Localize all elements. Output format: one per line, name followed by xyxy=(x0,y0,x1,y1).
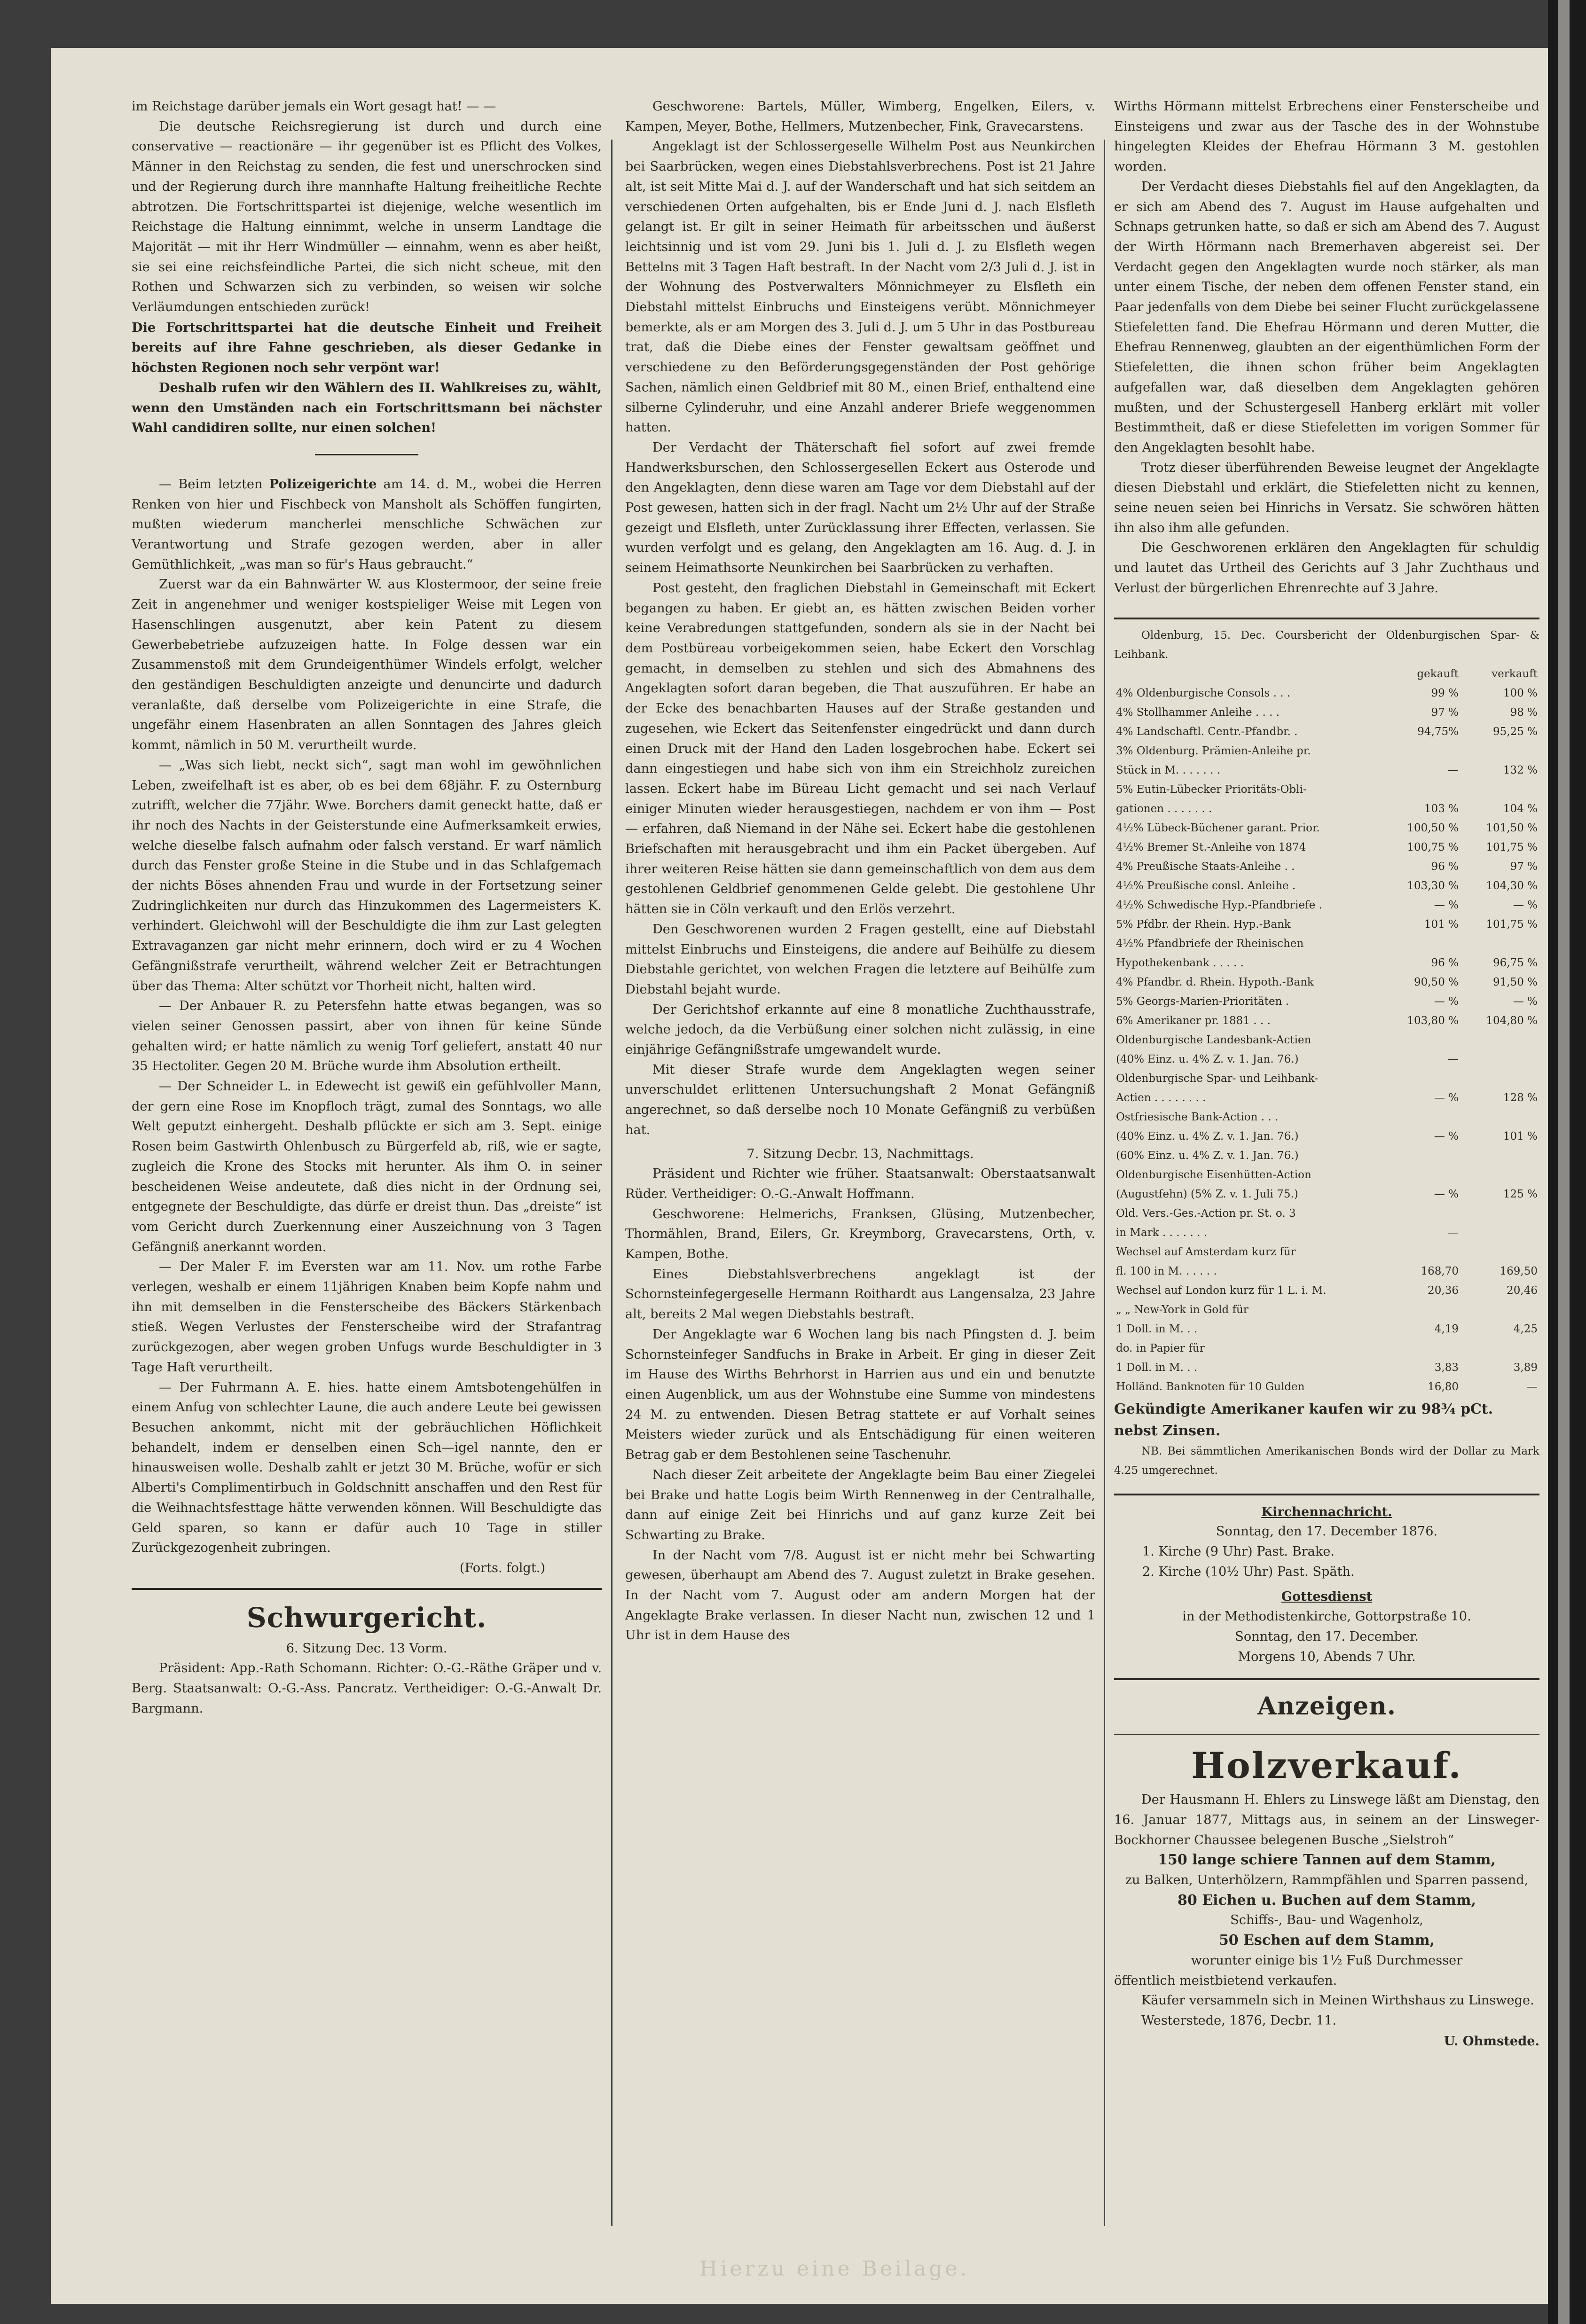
kurs-row xyxy=(1114,703,1539,722)
kurs-gekauft: — xyxy=(1448,764,1459,776)
kurs-label: (60% Einz. u. 4% Z. v. 1. Jan. 76.) xyxy=(1116,1149,1299,1162)
kurs-label: in Mark . . . . . . . xyxy=(1116,1226,1208,1239)
kurs-row xyxy=(1114,1185,1539,1204)
kurs-gekauft: 103,80 % xyxy=(1407,1014,1459,1027)
kurs-row xyxy=(1114,1127,1539,1146)
kurs-verkauft: 101,50 % xyxy=(1486,822,1538,834)
kurs-verkauft: 128 % xyxy=(1503,1091,1538,1104)
kurs-gekauft: 100,50 % xyxy=(1407,822,1459,834)
sitzung-6-text: Präsident: App.-Rath Schomann. Richter: O.-G.-Räthe Gräper und v. Berg. Staatsanwalt: O.-G.-Ass. Pancratz. Vertheidiger: O.-G.-Anwalt Dr. Bargmann. xyxy=(132,1661,602,1716)
kurs-row xyxy=(1114,1204,1539,1223)
faint-beilage: Hierzu eine Beilage. xyxy=(699,2257,970,2281)
kirchennachricht-heading: Kirchennachricht. xyxy=(1261,1504,1392,1519)
kurs-row xyxy=(1114,722,1539,742)
kurs-label: Oldenburgische Spar- und Leihbank- xyxy=(1116,1072,1318,1085)
kurs-row xyxy=(1114,973,1539,992)
kurs-row xyxy=(1114,761,1539,780)
kurs-gekauft: 3,83 xyxy=(1434,1361,1459,1374)
kurs-row xyxy=(1114,1050,1539,1069)
kurs-verkauft: 95,25 % xyxy=(1492,725,1538,738)
paragraph-wirth: Wirths Hörmann mittelst Erbrechens einer Fensterscheibe und Einsteigens und zwar aus der Tasche des in der Wohnstube hingelegten Kleides der Ehefrau Hörmann 3 M. gestohlen worden. xyxy=(1114,99,1539,174)
kurs-verkauft: 132 % xyxy=(1503,764,1538,776)
kurs-row xyxy=(1114,819,1539,838)
kurs-row xyxy=(1114,1281,1539,1300)
kurs-label: Wechsel auf London kurz für 1 L. i. M. xyxy=(1116,1284,1327,1297)
kurs-row xyxy=(1114,1146,1539,1166)
kurs-verkauft xyxy=(1460,1223,1539,1243)
paragraph-start: im Reichstage darüber jemals ein Wort gesagt hat! — — xyxy=(132,99,496,114)
kurs-row xyxy=(1114,1011,1539,1031)
gottesdienst-1: in der Methodistenkirche, Gottorpstraße 10. xyxy=(1182,1609,1471,1624)
kurs-gekauft: 97 % xyxy=(1431,706,1459,719)
sitzung-6: 6. Sitzung Dec. 13 Vorm. xyxy=(286,1641,448,1656)
kurs-verkauft: 104 % xyxy=(1503,802,1538,815)
kurs-row xyxy=(1114,1300,1539,1320)
newspaper-page xyxy=(51,48,1548,2304)
kurs-verkauft: 125 % xyxy=(1503,1188,1538,1200)
amerikaner-notice: Gekündigte Amerikaner kaufen wir zu 98¾ pCt. nebst Zinsen. xyxy=(1114,1401,1493,1439)
column-3 xyxy=(1114,97,1539,2051)
column-rule-1 xyxy=(611,140,612,2226)
kurs-verkauft xyxy=(1460,1243,1539,1262)
paragraph-geschworenen-erklaeren: Die Geschworenen erklären den Angeklagten für schuldig und lautet das Urtheil des Gerichts auf 3 Jahr Zuchthaus und Verlust der bürgerlichen Ehrenrechte auf 3 Jahre. xyxy=(1114,540,1539,595)
paragraph-maler: — Der Maler F. im Eversten war am 11. Nov. um rothe Farbe verlegen, weshalb er einem 11jährigen Knaben beim Kopfe nahm und ihn mit demselben in die Fensterscheibe des Bäckers Stärkenbach stieß. Wegen Verlustes der Fensterscheibe wird der Strafantrag zurückgezogen, aber wegen groben Unfugs wurde Beschuldigter in 3 Tage Haft verurtheilt. xyxy=(132,1260,602,1375)
kurs-gekauft: 168,70 xyxy=(1421,1265,1459,1277)
kurs-gekauft: 94,75% xyxy=(1417,725,1459,738)
paragraph-geschworene: Geschworene: Bartels, Müller, Wimberg, Engelken, Eilers, v. Kampen, Meyer, Bothe, Hellmers, Mutzenbecher, Fink, Gravecarstens. xyxy=(625,99,1095,134)
kurs-gekauft xyxy=(1382,1031,1460,1050)
rule-kursbericht xyxy=(1114,618,1539,619)
kurs-gekauft: — xyxy=(1448,1053,1459,1065)
kurs-verkauft: 104,80 % xyxy=(1486,1014,1538,1027)
kurs-gekauft: — % xyxy=(1434,1130,1459,1142)
kurs-verkauft xyxy=(1460,1204,1539,1223)
kurs-label: Actien . . . . . . . . xyxy=(1116,1091,1206,1104)
paragraph-deshalb: Deshalb rufen wir den Wählern des II. Wahlkreises zu, wählt, wenn den Umständen nach ein Fortschrittsmann bei nächster Wahl candidiren sollte, nur einen solchen! xyxy=(132,380,602,436)
kurs-row xyxy=(1114,1339,1539,1358)
heading-schwurgericht: Schwurgericht. xyxy=(246,1601,487,1634)
kurs-verkauft: 91,50 % xyxy=(1492,976,1538,988)
kurs-verkauft: — % xyxy=(1513,899,1538,911)
kurs-gekauft: — xyxy=(1448,1226,1459,1239)
kirchen-date: Sonntag, den 17. December 1876. xyxy=(1216,1524,1438,1539)
kurs-gekauft: 100,75 % xyxy=(1407,841,1459,853)
sitzung-7: 7. Sitzung Decbr. 13, Nachmittags. xyxy=(746,1146,974,1161)
paragraph-verdacht-2: Der Verdacht dieses Diebstahls fiel auf den Angeklagten, da er sich am Abend des 7. August im Hause aufgehalten und Schnaps getrunken hatte, so daß er sich am Abend des 7. August der Wirth Hörmann nach Bremerhaven abgereist sei. Der Verdacht gegen den Angeklagten wurde noch stärker, als man unter einem Tische, der neben dem offenen Fenster stand, ein Paar jedenfalls von dem Diebe bei seiner Flucht zurückgelassene Stiefeletten fand. Die Ehefrau Hörmann und deren Mutter, die Ehefrau Rennenweg, glaubten an der eigenthümlichen Form der Stiefeletten, die ihnen schon früher beim Angeklagten aufgefallen war, daß dieselben dem Angeklagten gehören mußten, und der Schustergesell Hanberg erklärt mit voller Bestimmtheit, daß er diese Stiefeletten im vorigen Sommer für den Angeklagten besohlt habe. xyxy=(1114,179,1539,455)
kurs-row xyxy=(1114,876,1539,896)
holz-tannen: 150 lange schiere Tannen auf dem Stamm, xyxy=(1158,1852,1496,1869)
kurs-row xyxy=(1114,896,1539,915)
kurs-verkauft xyxy=(1460,1300,1539,1320)
kurs-label: 5% Pfdbr. der Rhein. Hyp.-Bank xyxy=(1116,918,1291,931)
kirchen-1: 1. Kirche (9 Uhr) Past. Brake. xyxy=(1142,1544,1335,1559)
kurs-gekauft xyxy=(1382,1069,1460,1088)
kurs-label: Oldenburgische Eisenhütten-Action xyxy=(1116,1168,1311,1181)
paragraph-trotz: Trotz dieser überführenden Beweise leugnet der Angeklagte diesen Diebstahl und erklärt, die Stiefeletten nicht zu kennen, seine neuen seien bei Hinrichs in Versatz. Sie schwören hätten ihn also ihm alle gefunden. xyxy=(1114,460,1539,535)
kurs-label: do. in Papier für xyxy=(1116,1342,1205,1354)
kurs-label: „ „ New-York in Gold für xyxy=(1116,1303,1248,1316)
holz-signature: U. Ohmstede. xyxy=(1444,2033,1539,2049)
section-rule xyxy=(132,1588,602,1590)
paragraph-angeklagt: Angeklagt ist der Schlossergeselle Wilhelm Post aus Neunkirchen bei Saarbrücken, wegen eines Diebstahlsverbrechens. Post ist 21 Jahre alt, ist seit Mitte Mai d. J. auf der Wanderschaft und hat sich seitdem an verschiedenen Orten aufgehalten, bis er Ende Juni d. J. nach Elsfleth gelangt ist. Er gilt in seiner Heimath für arbeitsschen und äußerst leichtsinnig und ist vom 29. Juni bis 1. Juli d. J. zu Elsfleth wegen Bettelns mit 3 Tagen Haft bestraft. In der Nacht vom 2/3 Juli d. J. ist in der Wohnung des Postverwalters Mönnichmeyer zu Elsfleth ein Diebstahl mittelst Einbruchs und Einsteigens verübt. Mönnichmeyer bemerkte, als er am Morgen des 3. Juli d. J. um 5 Uhr in das Postbureau trat, daß die Diebe eines der Fenster gewaltsam geöffnet und verschiedene zu den Beförderungsgegenständen der Post gehörige Sachen, nämlich einen Geldbrief mit 80 M., einen Brief, enthaltend eine silberne Cylinderuhr, und eine Anzahl anderer Briefe weggenommen hatten. xyxy=(625,139,1095,435)
kurs-label: (40% Einz. u. 4% Z. v. 1. Jan. 76.) xyxy=(1116,1130,1299,1142)
holz-text-9: Käufer versammeln sich in Meinen Wirthshaus zu Linswege. xyxy=(1141,1993,1534,2008)
kurs-verkauft xyxy=(1460,1166,1539,1185)
kurs-row xyxy=(1114,857,1539,876)
kurs-row xyxy=(1114,1262,1539,1281)
column-rule-2 xyxy=(1104,140,1105,2226)
kurs-label: Stück in M. . . . . . . xyxy=(1116,764,1221,776)
kurs-label: Hypothekenbank . . . . . xyxy=(1116,956,1244,969)
kurs-verkauft xyxy=(1460,1339,1539,1358)
kurs-label: 4½% Bremer St.-Anleihe von 1874 xyxy=(1116,841,1306,853)
kurs-row xyxy=(1114,1166,1539,1185)
kurs-verkauft: 169,50 xyxy=(1500,1265,1538,1277)
column-1 xyxy=(132,97,602,1719)
holz-date: Westerstede, 1876, Decbr. 11. xyxy=(1141,2013,1337,2028)
paragraph-liebt: — „Was sich liebt, neckt sich“, sagt man wohl im gewöhnlichen Leben, zweifelhaft ist es aber, ob es bei dem 68jähr. F. zu Osternburg zutrifft, welcher die 77jähr. Wwe. Borchers damit geneckt hatte, daß er ihr noch des Nachts in der Geisterstunde eine Aufmerksamkeit erwies, welche dieselbe falsch aufnahm oder falsch verstand. Er warf nämlich durch das Fenster große Steine in die Stube und in das Schlafgemach der nichts Böses ahnenden Frau und wurde in der Fortsetzung seiner Zudringlichkeiten nur durch das Hinzukommen des Lagermeisters K. verhindert. Gleichwohl will der Beschuldigte die ihm zur Last gelegten Extravaganzen gar nicht mehr erinnern, doch wird er zu 4 Wochen Gefängnißstrafe verurtheilt, während welcher Zeit er Betrachtungen über das Thema: Alter schützt vor Thorheit nicht, halten wird. xyxy=(132,758,602,994)
kurs-gekauft xyxy=(1382,1166,1460,1185)
kurs-gekauft: 101 % xyxy=(1424,918,1459,931)
holz-eschen: 50 Eschen auf dem Stamm, xyxy=(1218,1932,1435,1949)
kurs-row xyxy=(1114,1377,1539,1397)
separator xyxy=(315,454,418,455)
heading-anzeigen: Anzeigen. xyxy=(1257,1692,1396,1721)
kurs-gekauft: — % xyxy=(1434,995,1459,1008)
kurs-label: fl. 100 in M. . . . . . xyxy=(1116,1265,1217,1277)
gottesdienst-3: Morgens 10, Abends 7 Uhr. xyxy=(1238,1649,1416,1664)
kurs-verkauft xyxy=(1460,780,1539,799)
kurs-verkauft: — xyxy=(1527,1380,1538,1393)
kurs-row xyxy=(1114,1031,1539,1050)
kurs-row xyxy=(1114,1320,1539,1339)
kurs-verkauft xyxy=(1460,1146,1539,1166)
kurs-row xyxy=(1114,954,1539,973)
kurs-verkauft xyxy=(1460,1069,1539,1088)
holz-eichen: 80 Eichen u. Buchen auf dem Stamm, xyxy=(1178,1892,1476,1909)
kurs-gekauft: 4,19 xyxy=(1434,1322,1459,1335)
kurs-label: Wechsel auf Amsterdam kurz für xyxy=(1116,1245,1296,1258)
kurs-label: gationen . . . . . . . xyxy=(1116,802,1212,815)
kurs-label: 4% Oldenburgische Consols . . . xyxy=(1116,687,1291,699)
kurs-label: 4½% Preußische consl. Anleihe . xyxy=(1116,879,1296,892)
kurs-label: 4% Pfandbr. d. Rhein. Hypoth.-Bank xyxy=(1116,976,1314,988)
paragraph-anbauer: — Der Anbauer R. zu Petersfehn hatte etwas begangen, was so vielen seiner Genossen passirt, aber von ihnen für keine Sünde gehalten wird; er hatte nämlich zu wenig Torf geliefert, anstatt 40 nur 35 Hectoliter. Gegen 20 M. Brüche wurde ihm Absolution ertheilt. xyxy=(132,999,602,1074)
kurs-gekauft: 16,80 xyxy=(1428,1380,1459,1393)
paragraph-fragen: Den Geschworenen wurden 2 Fragen gestellt, eine auf Diebstahl mittelst Einbruchs und Einsteigens, die andere auf Beihülfe zu diesem Diebstahle gerichtet, von welchen Fragen die letztere auf Beihülfe zum Diebstahl bejaht wurde. xyxy=(625,922,1095,997)
kurs-label: 4½% Lübeck-Büchener garant. Prior. xyxy=(1116,822,1320,834)
rule-anzeigen xyxy=(1114,1678,1539,1680)
kurs-verkauft: 104,30 % xyxy=(1486,879,1538,892)
kurs-label: 4% Stollhammer Anleihe . . . . xyxy=(1116,706,1280,719)
kurs-label: 4½% Schwedische Hyp.-Pfandbriefe . xyxy=(1116,899,1322,911)
binding-strip xyxy=(1548,0,1586,2324)
kurs-gekauft: — % xyxy=(1434,1091,1459,1104)
kurs-label: Oldenburgische Landesbank-Actien xyxy=(1116,1033,1311,1046)
kurs-row xyxy=(1114,780,1539,799)
kurs-gekauft xyxy=(1382,780,1460,799)
kurs-label: Holländ. Banknoten für 10 Gulden xyxy=(1116,1380,1305,1393)
kurs-verkauft: 96,75 % xyxy=(1492,956,1538,969)
kurs-header-gekauft: gekauft xyxy=(1417,667,1459,680)
paragraph-fuhrmann: — Der Fuhrmann A. E. hies. hatte einem Amtsbotengehülfen in einem Anfug von schlechter Laune, die auch andere Leute bei gewissen Besuchen ankommt, nicht mit der gebräuchlichen Höflichkeit behandelt, indem er denselben einen Sch—igel nannte, den er hinausweisen wolle. Deshalb zahlt er jetzt 30 M. Brüche, wofür er sich Alberti's Complimentirbuch in Goldschnitt anschaffen und den Rest für die Weihnachtsfesttage hätte verwenden können. Will Beschuldigte das Geld sparen, so kann er dafür auch 10 Tage in stiller Zurückgezogenheit zubringen. xyxy=(132,1380,602,1556)
kurs-gekauft xyxy=(1382,934,1460,954)
kurs-label: 5% Eutin-Lübecker Prioritäts-Obli- xyxy=(1116,783,1307,796)
kirchen-2: 2. Kirche (10½ Uhr) Past. Späth. xyxy=(1142,1564,1355,1579)
paragraph-zuerst: Zuerst war da ein Bahnwärter W. aus Klostermoor, der seine freie Zeit in angenehmer und weniger kostspieliger Weise mit Legen von Hasenschlingen ausgenutzt, aber kein Patent zu diesem Gewerbebetriebe aufzuzeigen hatte. In Folge dessen war ein Zusammenstoß mit dem Grundeigenthümer Windels erfolgt, welcher den geständigen Beschuldigten anzeigte und denuncirte und dadurch veranlaßte, daß derselbe vom Polizeigerichte in eine Strafe, die ungefähr einem Hasenbraten an allen Sonntagen des Jahres gleich kommt, nämlich in 50 M. verurtheilt wurde. xyxy=(132,577,602,753)
kurs-row xyxy=(1114,838,1539,857)
kurs-verkauft: 101,75 % xyxy=(1486,841,1538,853)
kurs-label: 1 Doll. in M. . . xyxy=(1116,1361,1198,1374)
gottesdienst-heading: Gottesdienst xyxy=(1281,1589,1373,1604)
kurs-gekauft xyxy=(1382,1300,1460,1320)
kurs-row xyxy=(1114,915,1539,934)
nb-note: NB. Bei sämmtlichen Amerikanischen Bonds wird der Dollar zu Mark 4.25 umgerechnet. xyxy=(1114,1445,1539,1477)
kurs-row xyxy=(1114,1108,1539,1127)
paragraph-polizeigericht: — Beim letzten Polizeigerichte am 14. d. M., wobei die Herren Renken von hier und Fischbeck von Mansholt als Schöffen fungirten, mußten wiederum mancherlei menschliche Schwächen zur Verantwortung und Strafe gezogen werden, aber in aller Gemüthlichkeit, „was man so für's Haus gebraucht.“ xyxy=(132,476,602,572)
paragraph-geschworene-7: Geschworene: Helmerichs, Franksen, Glüsing, Mutzenbecher, Thormählen, Brand, Eilers, Gr. Kreymborg, Gravecarstens, Orth, v. Kampen, Bothe. xyxy=(625,1206,1095,1262)
kurs-verkauft: 101 % xyxy=(1503,1130,1538,1142)
kurs-label: 4% Preußische Staats-Anleihe . . xyxy=(1116,860,1295,873)
kurs-row xyxy=(1114,934,1539,954)
kurs-label: 4½% Pfandbriefe der Rheinischen xyxy=(1116,937,1304,950)
kurs-gekauft xyxy=(1382,1108,1460,1127)
kursbericht-heading: Oldenburg, 15. Dec. Coursbericht der Oldenburgischen Spar- & Leihbank. xyxy=(1114,629,1539,661)
kurs-gekauft: 90,50 % xyxy=(1413,976,1459,988)
holz-text-3: zu Balken, Unterhölzern, Rammpfählen und Sparren passend, xyxy=(1125,1873,1529,1888)
kurs-gekauft xyxy=(1382,742,1460,761)
kurs-gekauft xyxy=(1382,1243,1460,1262)
paragraph-nacht-7-8: In der Nacht vom 7/8. August ist er nicht mehr bei Schwarting gewesen, überhaupt am Abend des 7. August zuletzt in Brake gesehen. In der Nacht vom 7. August oder am andern Morgen hat der Angeklagte Brake verlassen. In dieser Nacht nun, zwischen 12 und 1 Uhr ist in dem Hause des xyxy=(625,1548,1095,1643)
paragraph-eines: Eines Diebstahlsverbrechens angeklagt ist der Schornsteinfegergeselle Hermann Roithardt aus Langensalza, 23 Jahre alt, bereits 2 Mal wegen Diebstahls bestraft. xyxy=(625,1267,1095,1322)
paragraph-gerichtshof: Der Gerichtshof erkannte auf eine 8 monatliche Zuchthausstrafe, welche jedoch, da die Verbüßung einer solchen nicht zulässig, in eine einjährige Gefängnißstrafe umgewandelt wurde. xyxy=(625,1002,1095,1057)
rule-kirchen xyxy=(1114,1494,1539,1495)
kurs-verkauft: 4,25 xyxy=(1513,1322,1538,1335)
kurs-gekauft: 20,36 xyxy=(1428,1284,1459,1297)
paragraph-angeklagte-6-wochen: Der Angeklagte war 6 Wochen lang bis nach Pfingsten d. J. beim Schornsteinfeger Sandfuchs in Brake in Arbeit. Er ging in dieser Zeit im Hause des Wirths Behrhorst in Harrien aus und ein und benutzte einen Augenblick, um aus der Wohnstube eine Summe von mindestens 24 M. zu entwenden. Diesen Betrag stattete er auf Vorhalt seines Meisters wieder zurück und als Entschädigung für einen weiteren Betrag gab er dem Bestohlenen seine Taschenuhr. xyxy=(625,1327,1095,1463)
kurs-label: Ostfriesische Bank-Action . . . xyxy=(1116,1111,1279,1123)
paragraph-praesident-7: Präsident und Richter wie früher. Staatsanwalt: Oberstaatsanwalt Rüder. Vertheidiger: O.-G.-Anwalt Hoffmann. xyxy=(625,1166,1095,1201)
kurs-gekauft xyxy=(1382,1146,1460,1166)
kurs-verkauft xyxy=(1460,742,1539,761)
kurs-label: 3% Oldenburg. Prämien-Anleihe pr. xyxy=(1116,744,1311,757)
rule-anzeigen-2 xyxy=(1114,1734,1539,1735)
kurs-gekauft: 96 % xyxy=(1431,956,1459,969)
paragraph-verdacht: Der Verdacht der Thäterschaft fiel sofort auf zwei fremde Handwerksburschen, den Schlossergesellen Eckert aus Osterode und den Angeklagten, denn diese waren am Tage vor dem Diebstahl auf der Post gewesen, hatten sich in der fragl. Nacht um 2½ Uhr auf der Straße gezeigt und Elsfleth, unter Zurücklassung ihrer Effecten, verlassen. Sie wurden verfolgt und es gelang, den Angeklagten am 16. Aug. d. J. in seinem Heimathsorte Neunkirchen bei Saarbrücken zu verhaften. xyxy=(625,440,1095,576)
kurs-header-row xyxy=(1114,665,1539,684)
kurs-gekauft: 103,30 % xyxy=(1407,879,1459,892)
heading-holzverkauf: Holzverkauf. xyxy=(1191,1745,1462,1787)
kurs-label: (Augustfehn) (5% Z. v. 1. Juli 75.) xyxy=(1116,1188,1298,1200)
kurs-verkauft: 100 % xyxy=(1503,687,1538,699)
kurs-header-verkauft: verkauft xyxy=(1492,667,1538,680)
kurs-row xyxy=(1114,1088,1539,1108)
kurs-gekauft: 103 % xyxy=(1424,802,1459,815)
kurs-row xyxy=(1114,1223,1539,1243)
holz-text-7: worunter einige bis 1½ Fuß Durchmesser xyxy=(1191,1953,1463,1968)
holz-text-5: Schiffs-, Bau- und Wagenholz, xyxy=(1230,1913,1423,1928)
paragraph-reichsregierung: Die deutsche Reichsregierung ist durch und durch eine conservative — reactionäre — ihr gegenüber ist es Pflicht des Volkes, Männer in den Reichstag zu senden, die fest und unerschrocken sind und der Regierung durch ihre mannhafte Haltung freiheitliche Rechte abtrotzen. Die Fortschrittspartei ist diejenige, welche wesentlich im Reichstage die Haltung einnimmt, welche in unserm Landtage die Majorität — mit ihr Herr Windmüller — einnahm, wenn es aber heißt, sie sei eine reichsfeindliche Partei, die sich nicht scheue, mit den Rothen und Schwarzen sich zu verbinden, so weisen wir solche Verläumdungen entschieden zurück! xyxy=(132,119,602,315)
kurs-label: 4% Landschaftl. Centr.-Pfandbr. . xyxy=(1116,725,1298,738)
kurs-verkauft: — % xyxy=(1513,995,1538,1008)
kurs-gekauft xyxy=(1382,1204,1460,1223)
kurs-gekauft xyxy=(1382,1339,1460,1358)
kurs-row xyxy=(1114,992,1539,1011)
kurs-verkauft xyxy=(1460,1031,1539,1050)
kurs-row xyxy=(1114,742,1539,761)
column-2 xyxy=(625,97,1095,1646)
kurs-label: Old. Vers.-Ges.-Action pr. St. o. 3 xyxy=(1116,1207,1296,1220)
kurs-verkauft: 3,89 xyxy=(1513,1361,1538,1374)
kurs-verkauft: 20,46 xyxy=(1507,1284,1538,1297)
paragraph-fortschritt: Die Fortschrittspartei hat die deutsche Einheit und Freiheit bereits auf ihre Fahne geschrieben, als dieser Gedanke in höchsten Regionen noch sehr verpönt war! xyxy=(132,320,602,376)
kurs-verkauft xyxy=(1460,934,1539,954)
paragraph-strafe: Mit dieser Strafe wurde dem Angeklagten wegen seiner unverschuldet erlittenen Untersuchungshaft 2 Monat Gefängniß angerechnet, so daß derselbe noch 10 Monate Gefängniß zu verbüßen hat. xyxy=(625,1062,1095,1137)
kurs-verkauft xyxy=(1460,1050,1539,1069)
paragraph-schneider: — Der Schneider L. in Edewecht ist gewiß ein gefühlvoller Mann, der gern eine Rose im Knopfloch trägt, zumal des Sonntags, wo alle Welt geputzt einhergeht. Deshalb pflückte er sich am 3. Sept. einige Rosen beim Gastwirth Ohlenbusch zu Bürgerfeld ab, riß, wie er sagte, zugleich die Krone des Stocks mit herunter. Als ihm O. in seiner bescheidenen Weise andeutete, daß dies nicht in der Ordnung sei, entgegnete der Beschuldigte, das dürfe er dreist thun. Das „dreiste“ ist vom Gericht durch Zuerkennung einer Auszeichnung von 3 Tagen Gefängniß anerkannt worden. xyxy=(132,1079,602,1254)
kursbericht-table xyxy=(1114,665,1539,1397)
kurs-verkauft: 97 % xyxy=(1510,860,1538,873)
kurs-gekauft: 96 % xyxy=(1431,860,1459,873)
kurs-label: (40% Einz. u. 4% Z. v. 1. Jan. 76.) xyxy=(1116,1053,1299,1065)
holz-text-8: öffentlich meistbietend verkaufen. xyxy=(1114,1973,1337,1988)
kurs-verkauft xyxy=(1460,1108,1539,1127)
kurs-verkauft: 101,75 % xyxy=(1486,918,1538,931)
forts-folgt: (Forts. folgt.) xyxy=(459,1560,545,1575)
paragraph-post: Post gesteht, den fraglichen Diebstahl in Gemeinschaft mit Eckert begangen zu haben. Er giebt an, es hätten zwischen Beiden vorher keine Verabredungen stattgefunden, sondern als sie in der Nacht bei dem Postbüreau vorbeigekommen seien, habe Eckert den Vorschlag gemacht, in demselben zu stehlen und sich des Abmahnens des Angeklagten sofort daran begeben, die That auszuführen. Er habe an der Ecke des benachbarten Hauses auf der Straße gestanden und zugesehen, wie Eckert das Seitenfenster eingedrückt und dann durch einen Druck mit der Hand den Laden losgebrochen habe. Eckert sei dann eingestiegen und habe sich von ihm ein Streichholz zureichen lassen. Eckert habe im Büreau Licht gemacht und sei nach Verlauf einiger Minuten wieder herausgestiegen, nachdem er von ihm — Post — erfahren, daß Niemand in der Nähe sei. Eckert habe die gestohlenen Briefschaften mit herausgebracht und ihm ein Packet übergeben. Auf ihrer weiteren Reise hätten sie dann gemeinschaftlich von dem aus dem gestohlenen Geldbrief genommenen Gelde gelebt. Die gestohlene Uhr hätten sie in Cöln verkauft und den Erlös verzehrt. xyxy=(625,580,1095,917)
kurs-row xyxy=(1114,1243,1539,1262)
kurs-row xyxy=(1114,1358,1539,1377)
gottesdienst-2: Sonntag, den 17. December. xyxy=(1235,1629,1419,1644)
kurs-verkauft: 98 % xyxy=(1510,706,1538,719)
kurs-row xyxy=(1114,799,1539,819)
kurs-row xyxy=(1114,684,1539,703)
kurs-label: 5% Georgs-Marien-Prioritäten . xyxy=(1116,995,1289,1008)
kurs-gekauft: 99 % xyxy=(1431,687,1459,699)
kurs-row xyxy=(1114,1069,1539,1088)
paragraph-nach-dieser-zeit: Nach dieser Zeit arbeitete der Angeklagte beim Bau einer Ziegelei bei Brake und hatte Logis beim Wirth Rennenweg in der Centralhalle, dann auf einige Zeit bei Hinrichs und auf ganz kurze Zeit bei Schwarting zu Brake. xyxy=(625,1467,1095,1542)
kurs-gekauft: — % xyxy=(1434,1188,1459,1200)
kurs-label: 6% Amerikaner pr. 1881 . . . xyxy=(1116,1014,1271,1027)
kurs-label: 1 Doll. in M. . . xyxy=(1116,1322,1198,1335)
holz-text-1: Der Hausmann H. Ehlers zu Linswege läßt am Dienstag, den 16. Januar 1877, Mittags aus, in seinem an der Linsweger-Bockhorner Chaussee belegenen Busche „Sielstroh“ xyxy=(1114,1792,1539,1847)
kurs-gekauft: — % xyxy=(1434,899,1459,911)
